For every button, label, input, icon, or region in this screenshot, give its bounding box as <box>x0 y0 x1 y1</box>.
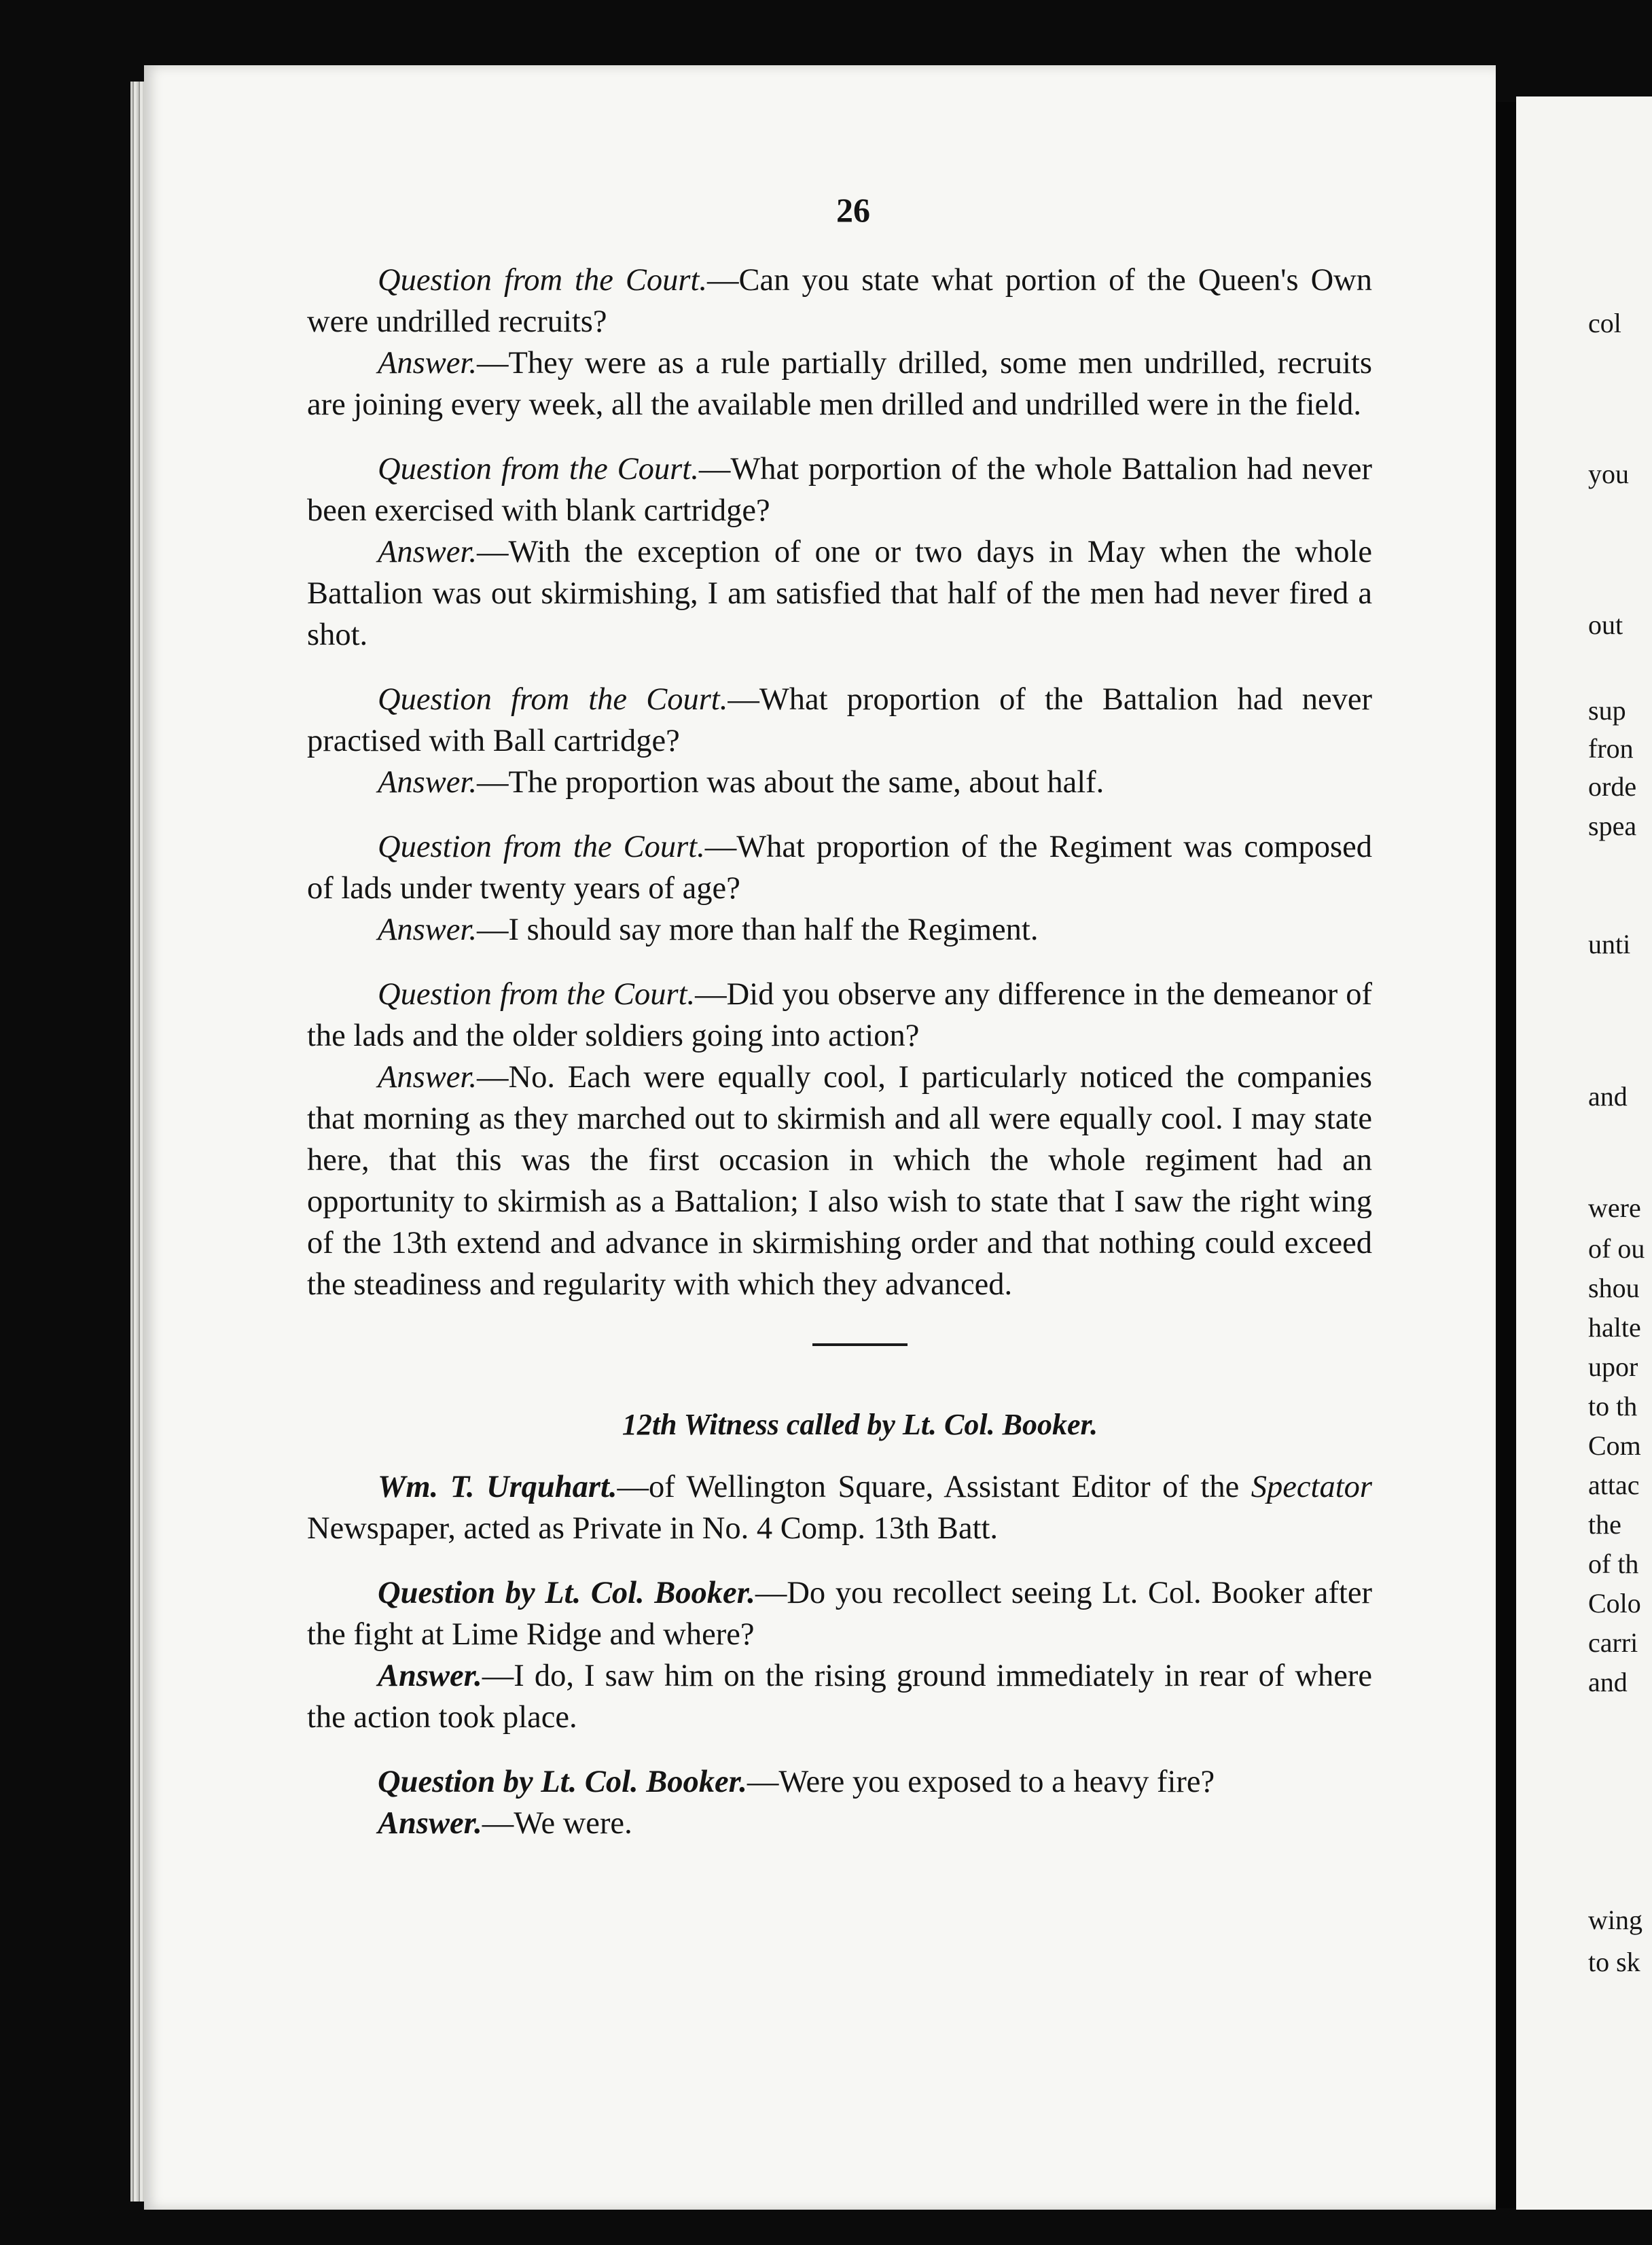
answer-label: Answer. <box>378 1060 477 1095</box>
qa-block <box>307 1761 1372 1844</box>
question <box>307 1761 1372 1803</box>
answer <box>307 531 1372 656</box>
qa-block <box>307 448 1372 656</box>
book-gutter <box>1496 102 1516 2208</box>
right-page-fragment: and <box>1588 1667 1628 1697</box>
right-page-fragment: col <box>1588 308 1621 338</box>
question <box>307 1572 1372 1655</box>
answer <box>307 909 1372 951</box>
question-text: —What proportion of the Battalion had never practised with Ball cartridge? <box>307 682 1372 758</box>
right-page-fragment: Colo <box>1588 1588 1641 1619</box>
answer-label: Answer. <box>378 765 477 800</box>
answer <box>307 1655 1372 1738</box>
question <box>307 679 1372 762</box>
question-label: Question from the Court. <box>378 977 696 1012</box>
right-page-fragment: and <box>1588 1081 1628 1112</box>
right-page-fragment: you <box>1588 459 1629 489</box>
right-page-fragment: spea <box>1588 811 1637 841</box>
right-page-fragment: were <box>1588 1192 1641 1223</box>
right-page-fragment: fron <box>1588 733 1634 764</box>
question-text: —Were you exposed to a heavy fire? <box>747 1765 1215 1799</box>
page-content <box>307 190 1372 1867</box>
question-text: —What proportion of the Regiment was composed of lads under twenty years of age? <box>307 830 1372 906</box>
answer <box>307 342 1372 425</box>
section-divider <box>812 1343 908 1346</box>
answer-label: Answer. <box>378 913 477 947</box>
question <box>307 448 1372 531</box>
right-page-fragment: wing <box>1588 1905 1642 1935</box>
answer-label: Answer. <box>378 346 477 381</box>
answer-text: —No. Each were equally cool, I particularly noticed the companies that morning as they marched out to skirmish and all were equally cool. I may state here, that this was the first occasion in which the whole regiment had an opportunity to skirmish as a Battalion; I also wish to state that I saw the right wing of the 13th extend and advance in skirmishing order and that nothing could exceed the steadiness and regularity with which they advanced. <box>307 1060 1372 1302</box>
right-page-fragment: the <box>1588 1509 1621 1540</box>
answer-text: —I do, I saw him on the rising ground immediately in rear of where the action took place. <box>307 1659 1372 1735</box>
right-page-fragment: upor <box>1588 1351 1638 1382</box>
answer-label: Answer. <box>378 1806 482 1841</box>
right-page-fragment: shou <box>1588 1273 1640 1303</box>
witness-intro <box>307 1466 1372 1549</box>
right-page-fragment: sup <box>1588 695 1626 726</box>
answer <box>307 1803 1372 1844</box>
answer-label: Answer. <box>378 535 477 569</box>
question-text: —Do you recollect seeing Lt. Col. Booker after the fight at Lime Ridge and where? <box>307 1576 1372 1652</box>
answer-label: Answer. <box>378 1659 482 1693</box>
question-label: Question by Lt. Col. Booker. <box>378 1576 755 1610</box>
answer-text: —I should say more than half the Regiment. <box>476 913 1039 947</box>
right-page-fragment: out <box>1588 609 1623 640</box>
right-page-fragment: to sk <box>1588 1947 1640 1977</box>
right-page-fragment: carri <box>1588 1627 1638 1658</box>
answer-text: —The proportion was about the same, about half. <box>476 765 1105 800</box>
witness-statement <box>307 1466 1372 1549</box>
question-label: Question from the Court. <box>378 830 705 864</box>
question-text: —Did you observe any difference in the demeanor of the lads and the older soldiers going into action? <box>307 977 1372 1053</box>
question <box>307 974 1372 1057</box>
page-number: 26 <box>836 191 870 229</box>
right-page-fragment: attac <box>1588 1470 1640 1500</box>
question-label: Question by Lt. Col. Booker. <box>378 1765 747 1799</box>
answer <box>307 1057 1372 1305</box>
right-page-fragment: halte <box>1588 1312 1641 1343</box>
question <box>307 826 1372 909</box>
answer-text: —We were. <box>482 1806 632 1841</box>
qa-block <box>307 826 1372 951</box>
right-page-fragment: to th <box>1588 1391 1638 1421</box>
question <box>307 260 1372 342</box>
right-page <box>1516 96 1652 2210</box>
answer <box>307 762 1372 803</box>
publication-name: Spectator <box>1251 1470 1372 1504</box>
qa-block <box>307 1572 1372 1738</box>
answer-text: —With the exception of one or two days in May when the whole Battalion was out skirmishing, I am satisfied that half of the men had never fired a shot. <box>307 535 1372 652</box>
witness-heading: 12th Witness called by Lt. Col. Booker. <box>622 1408 1098 1441</box>
witness-text: Newspaper, acted as Private in No. 4 Comp. 13th Batt. <box>307 1511 999 1546</box>
right-page-fragment: unti <box>1588 929 1631 959</box>
witness-text: —of Wellington Square, Assistant Editor of the <box>617 1470 1251 1504</box>
qa-block <box>307 260 1372 425</box>
qa-block <box>307 679 1372 803</box>
right-page-fragment: of th <box>1588 1549 1639 1579</box>
question-label: Question from the Court. <box>378 682 728 717</box>
qa-block <box>307 974 1372 1305</box>
witness-name: Wm. T. Urquhart. <box>378 1470 617 1504</box>
question-label: Question from the Court. <box>378 263 708 298</box>
right-page-fragment: orde <box>1588 771 1637 802</box>
right-page-fragment: of ou <box>1588 1233 1645 1264</box>
question-text: —What porportion of the whole Battalion had never been exercised with blank cartridge? <box>307 452 1372 528</box>
answer-text: —They were as a rule partially drilled, some men undrilled, recruits are joining every week, all the available men drilled and undrilled were in the field. <box>307 346 1372 422</box>
right-page-fragment: Com <box>1588 1430 1641 1461</box>
question-label: Question from the Court. <box>378 452 699 487</box>
question-text: —Can you state what portion of the Queen's Own were undrilled recruits? <box>307 263 1372 339</box>
